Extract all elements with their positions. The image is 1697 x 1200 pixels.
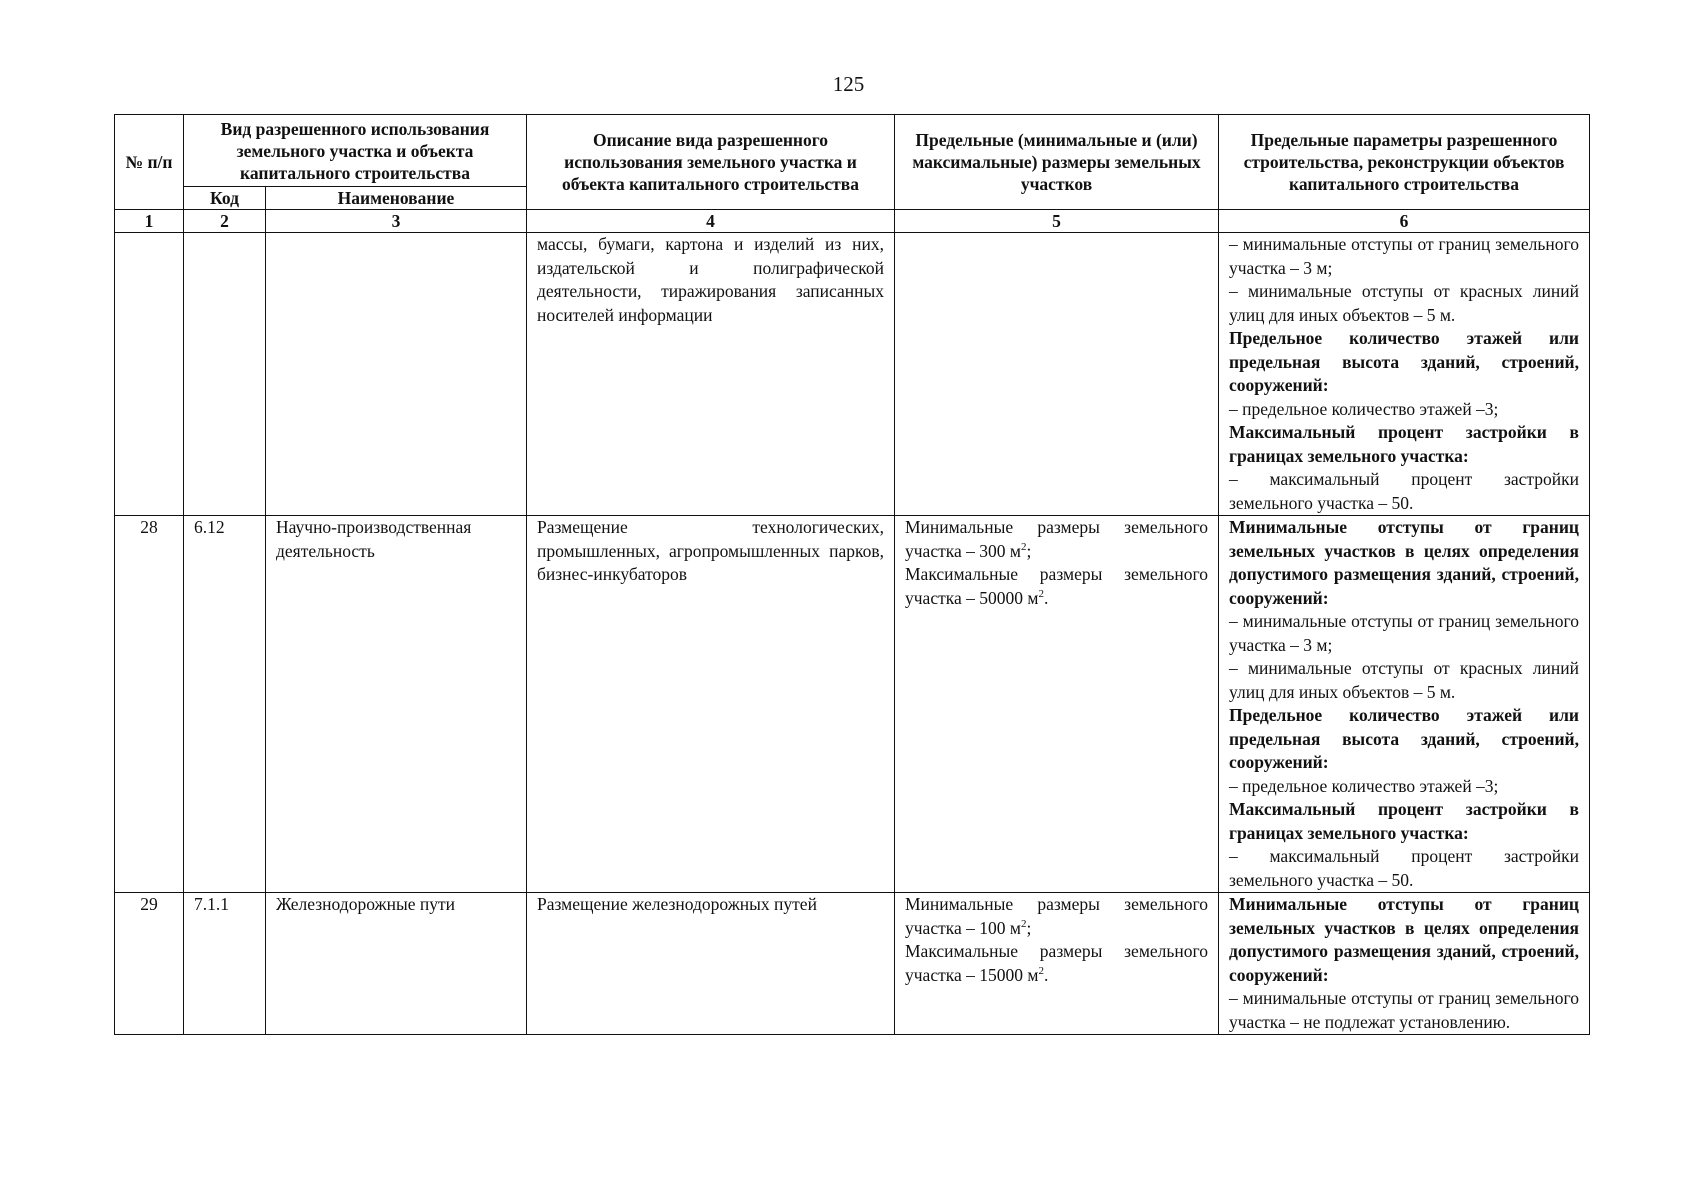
razmer-line: Максимальные размеры земельного участка – 15000 $м^2$. xyxy=(905,941,1208,985)
parameter-heading: Максимальный процент застройки в границах земельного участка: xyxy=(1229,799,1579,843)
cell-naim: Научно-производственная деятельность xyxy=(266,516,527,893)
cell-naim xyxy=(266,233,527,516)
header-opisanie: Описание вида разрешенного использования земельного участка и объекта капитального строительства xyxy=(527,115,895,210)
razmer-line: Максимальные размеры земельного участка – 50000 $м^2$. xyxy=(905,564,1208,608)
table-row xyxy=(115,516,1590,893)
cell-kod: 6.12 xyxy=(184,516,266,893)
parameter-item: – минимальные отступы от красных линий улиц для иных объектов – 5 м. xyxy=(1229,281,1579,325)
razmer-line: Минимальные размеры земельного участка – 300 $м^2$; xyxy=(905,517,1208,561)
cell-opisanie: Размещение железнодорожных путей xyxy=(527,893,895,1035)
header-kod: Код xyxy=(184,187,266,210)
table-row xyxy=(115,233,1590,516)
column-number: 2 xyxy=(184,210,266,233)
cell-num: 28 xyxy=(115,516,184,893)
parameter-item: – максимальный процент застройки земельного участка – 50. xyxy=(1229,469,1579,513)
column-number: 3 xyxy=(266,210,527,233)
column-numbers-row xyxy=(115,210,1590,233)
cell-naim: Железнодорожные пути xyxy=(266,893,527,1035)
header-vid-group: Вид разрешенного использования земельного участка и объекта капитального строительства xyxy=(184,115,527,187)
parameter-item: – предельное количество этажей –3; xyxy=(1229,775,1499,796)
column-number: 5 xyxy=(895,210,1219,233)
column-number: 4 xyxy=(527,210,895,233)
parameter-item: – предельное количество этажей –3; xyxy=(1229,398,1499,419)
header-naim: Наименование xyxy=(266,187,527,210)
cell-parametry xyxy=(1219,893,1590,1035)
parameter-item: – минимальные отступы от границ земельного участка – 3 м; xyxy=(1229,234,1579,278)
parameter-item: – минимальные отступы от границ земельного участка – не подлежат установлению. xyxy=(1229,988,1579,1032)
parameter-item: – минимальные отступы от границ земельного участка – 3 м; xyxy=(1229,611,1579,655)
parameter-item: – максимальный процент застройки земельного участка – 50. xyxy=(1229,846,1579,890)
table-row xyxy=(115,893,1590,1035)
cell-opisanie: Размещение технологических, промышленных, агропромышленных парков, бизнес-инкубаторов xyxy=(527,516,895,893)
cell-parametry xyxy=(1219,233,1590,516)
cell-razmery xyxy=(895,516,1219,893)
parameter-heading: Предельное количество этажей или предельная высота зданий, строений, сооружений: xyxy=(1229,705,1579,772)
cell-parametry xyxy=(1219,516,1590,893)
razmer-line: Минимальные размеры земельного участка – 100 $м^2$; xyxy=(905,894,1208,938)
cell-kod xyxy=(184,233,266,516)
column-number: 6 xyxy=(1219,210,1590,233)
parameter-heading: Минимальные отступы от границ земельных участков в целях определения допустимого размещения зданий, строений, сооружений: xyxy=(1229,517,1579,608)
cell-razmery xyxy=(895,893,1219,1035)
header-num: № п/п xyxy=(115,115,184,210)
parameter-heading: Минимальные отступы от границ земельных участков в целях определения допустимого размещения зданий, строений, сооружений: xyxy=(1229,894,1579,985)
header-parametry: Предельные параметры разрешенного строительства, реконструкции объектов капитального строительства xyxy=(1219,115,1590,210)
cell-kod: 7.1.1 xyxy=(184,893,266,1035)
column-number: 1 xyxy=(115,210,184,233)
cell-num xyxy=(115,233,184,516)
parameter-heading: Предельное количество этажей или предельная высота зданий, строений, сооружений: xyxy=(1229,328,1579,395)
cell-num: 29 xyxy=(115,893,184,1035)
parameter-item: – минимальные отступы от красных линий улиц для иных объектов – 5 м. xyxy=(1229,658,1579,702)
page-number: 125 xyxy=(832,72,865,96)
cell-razmery xyxy=(895,233,1219,516)
parameter-heading: Максимальный процент застройки в границах земельного участка: xyxy=(1229,422,1579,466)
land-use-table xyxy=(114,114,1590,1035)
header-razmery: Предельные (минимальные и (или) максимальные) размеры земельных участков xyxy=(895,115,1219,210)
cell-opisanie: массы, бумаги, картона и изделий из них, издательской и полиграфической деятельности, тиражирования записанных носителей информации xyxy=(527,233,895,516)
